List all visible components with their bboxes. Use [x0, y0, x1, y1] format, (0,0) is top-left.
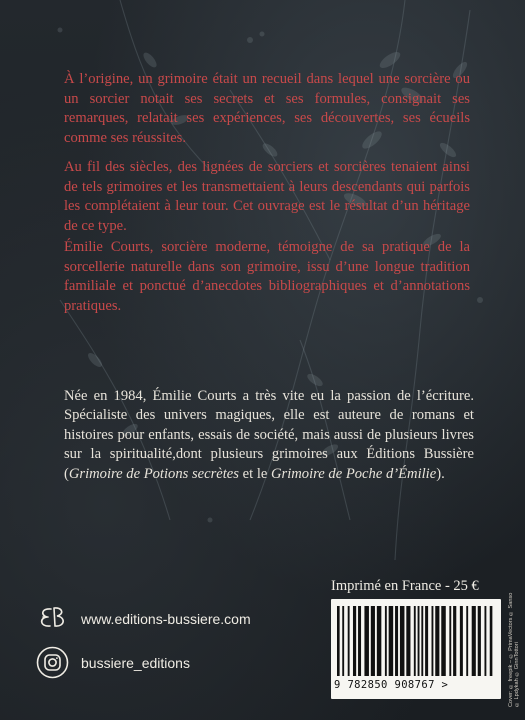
- barcode-bar: [472, 606, 476, 676]
- credits-line-2: © Lpdykah © GinnTottori: [514, 642, 520, 707]
- barcode-bar: [453, 606, 456, 676]
- barcode-bar: [395, 606, 398, 676]
- image-credits: [508, 583, 520, 707]
- bio-text-end: ).: [436, 465, 445, 482]
- website-row: [36, 602, 251, 635]
- author-bio: [64, 387, 474, 484]
- barcode-bar: [421, 606, 423, 676]
- barcode-bar: [348, 606, 350, 676]
- barcode-bar: [432, 606, 434, 676]
- isbn-digits: 9 782850 908767 >: [334, 679, 449, 691]
- price-line: Imprimé en France - 25 €: [331, 578, 479, 594]
- barcode-bar: [435, 606, 439, 676]
- credits-line-1: Cover: © freepik – © PrimaVectors © Sanso: [508, 592, 514, 707]
- instagram-row: [36, 646, 190, 679]
- barcode-bar: [425, 606, 428, 676]
- bio-title-1: Grimoire de Potions secrètes: [68, 465, 239, 482]
- barcode-bar: [389, 606, 394, 676]
- barcode-bar: [449, 606, 451, 676]
- barcode-bar: [441, 606, 446, 676]
- barcode-bar: [478, 606, 481, 676]
- eb-monogram-icon: [36, 602, 69, 635]
- bio-text-start: Née en 1984, Émilie Courts a très vite eu la passion de l’écriture. Spécialiste des univers magiques, elle est auteure de romans et histoires pour enfants, essais de société, mais aussi de plusieurs livres sur la spiritualité,dont plusieurs grimoires aux Éditions Bussière (: [64, 388, 474, 482]
- blurb-paragraph-1: À l’origine, un grimoire était un recueil dans lequel une sorcière ou un sorcier notait ses secrets et ses formules, consignait ses remarques, relatait ses expériences, ses découvertes, ses écueils comme ses réussites.: [64, 71, 470, 146]
- barcode-bar: [342, 606, 344, 676]
- bio-joiner: et le: [238, 465, 271, 482]
- barcode-bar: [406, 606, 410, 676]
- barcode-bar: [490, 606, 493, 676]
- barcode-bar: [466, 606, 468, 676]
- barcode-bars: [337, 606, 495, 676]
- barcode-bar: [400, 606, 405, 676]
- bio-title-2: Grimoire de Poche d’Émilie: [271, 465, 437, 482]
- barcode-bar: [484, 606, 486, 676]
- barcode-bar: [418, 606, 420, 676]
- blurb-paragraph-3: Émilie Courts, sorcière moderne, témoigne de sa pratique de la sorcellerie naturelle dans son grimoire, issu d’une longue tradition familiale et ponctué d’anecdotes bibliographiques et d’annotations pratiques.: [64, 239, 470, 314]
- barcode-bar: [364, 606, 369, 676]
- barcode-bar: [353, 606, 356, 676]
- isbn-barcode: [331, 599, 501, 699]
- barcode-bar: [414, 606, 416, 676]
- barcode-bar: [337, 606, 340, 676]
- instagram-handle[interactable]: bussiere_editions: [81, 654, 190, 671]
- barcode-bar: [358, 606, 361, 676]
- barcode-bar: [385, 606, 387, 676]
- barcode-bar: [377, 606, 382, 676]
- website-link[interactable]: www.editions-bussiere.com: [81, 610, 251, 627]
- instagram-icon: [36, 646, 69, 679]
- barcode-bar: [460, 606, 463, 676]
- blurb-paragraph-2: Au fil des siècles, des lignées de sorciers et sorcières tenaient ainsi de tels grimoires et les transmettaient à leurs descendants qui parfois les complétaient à leur tour. Cet ouvrage est le résultat d’un héritage de ce type.: [64, 159, 470, 234]
- barcode-bar: [371, 606, 375, 676]
